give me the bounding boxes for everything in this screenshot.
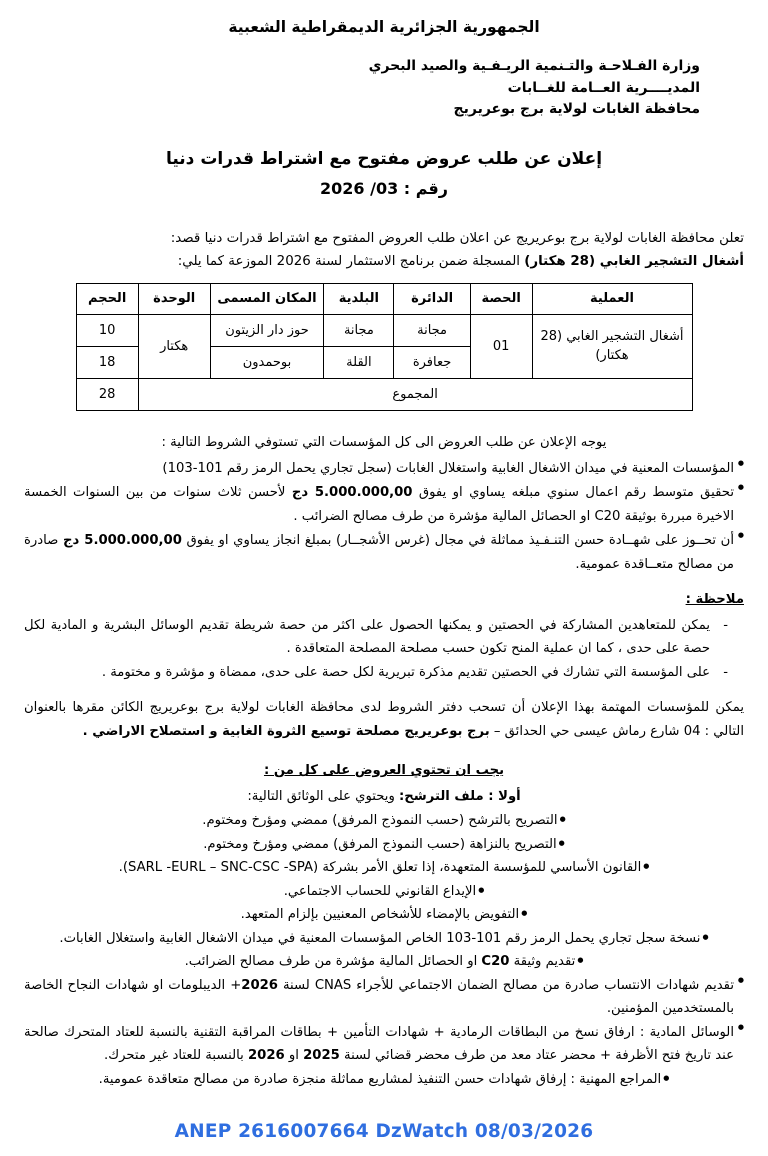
condition-2-part-2: صادرة من مصالح متعــاقدة عمومية. bbox=[24, 533, 734, 572]
operations-table bbox=[76, 283, 693, 411]
offers-item-0-part-0: التصريح بالترشح (حسب النموذج المرفق) ممضي ومؤرخ ومختوم. bbox=[202, 813, 558, 829]
cell-size-1: 10 bbox=[76, 315, 138, 347]
offers-document-item bbox=[24, 856, 744, 880]
cell-place-1: حوز دار الزيتون bbox=[210, 315, 324, 347]
offers-item-7-part-1: CNAS bbox=[314, 977, 352, 993]
republic-heading: الجمهورية الجزائرية الديمقراطية الشعبية bbox=[228, 18, 540, 36]
offers-item-8-part-1: 2025 bbox=[303, 1048, 340, 1064]
announcement-title-block bbox=[24, 147, 744, 201]
intro-line-2-rest: المسجلة ضمن برنامج الاستثمار لسنة 2026 الموزعة كما يلي: bbox=[177, 254, 525, 270]
ministry-block bbox=[24, 56, 744, 121]
th-place: المكان المسمى bbox=[210, 284, 324, 315]
bullet-icon: ● bbox=[663, 1073, 670, 1082]
offers-item-6-part-0: تقديم وثيقة bbox=[509, 954, 576, 970]
withdraw-text: يمكن للمؤسسات المهتمة بهذا الإعلان أن تسحب دفتر الشروط لدى محافظة الغابات لولاية برج بوعريريج الكائن مقرها بالعنوان التالي : 04 شارع رماش عيسى حي الحدائق – bbox=[24, 700, 744, 739]
offers-document-item bbox=[24, 974, 744, 1021]
condition-2-part-1: 5.000.000,00 دج bbox=[62, 533, 182, 549]
table-header-row bbox=[76, 284, 692, 315]
candidacy-file-rest: ويحتوي على الوثائق التالية: bbox=[247, 788, 400, 804]
th-operation: العملية bbox=[532, 284, 692, 315]
offers-item-7-part-0: تقديم شهادات الانتساب صادرة من مصالح الضمان الاجتماعي للأجراء bbox=[351, 977, 735, 993]
cell-daira-1: مجانة bbox=[394, 315, 471, 347]
bullet-icon: ● bbox=[702, 932, 709, 941]
cell-total-value: 28 bbox=[76, 379, 138, 411]
bullet-icon: ● bbox=[521, 909, 528, 918]
table-total-row bbox=[76, 379, 692, 411]
offers-item-7-part-2: لسنة bbox=[277, 977, 315, 993]
th-daira: الدائرة bbox=[394, 284, 471, 315]
document-page bbox=[0, 18, 768, 1156]
condition-2-part-0: أن تحــوز على شهــادة حسن التنـفـيذ مماثلة في مجال (غرس الأشجــار) بمبلغ انجاز يساوي او يفوق bbox=[181, 533, 734, 549]
note-title: ملاحظة : bbox=[685, 592, 744, 608]
bullet-icon: ● bbox=[559, 815, 566, 824]
conditions-section bbox=[24, 431, 744, 576]
offers-item-6-part-1: C20 bbox=[481, 954, 510, 970]
th-commune: البلدية bbox=[324, 284, 394, 315]
bullet-icon: ● bbox=[643, 862, 650, 871]
withdraw-paragraph bbox=[24, 696, 744, 743]
intro-paragraph bbox=[24, 227, 744, 274]
offers-heading: يجب ان تحتوي العروض على كل من : bbox=[263, 763, 505, 779]
candidacy-file-label bbox=[24, 785, 744, 809]
offers-item-1-part-0: التصريح بالنزاهة (حسب النموذج المرفق) ممضي ومؤرخ ومختوم. bbox=[203, 836, 557, 852]
bullet-icon: ● bbox=[558, 838, 565, 847]
offers-item-5-part-0: نسخة سجل تجاري يحمل الرمز رقم 101-103 الخاص المؤسسات المعنية في ميدان الاشغال الغابية واستغلال الغابات. bbox=[59, 930, 701, 946]
ministry-line-3: محافظة الغابات لولاية برج بوعريريج bbox=[453, 101, 700, 118]
table-row bbox=[76, 315, 692, 347]
condition-0-part-0: المؤسسات المعنية في ميدان الاشغال الغابية واستغلال الغابات (سجل تجاري يحمل الرمز رقم 101-103) bbox=[162, 460, 734, 476]
condition-item bbox=[24, 529, 744, 576]
intro-line-1: تعلن محافظة الغابات لولاية برج بوعريريج عن اعلان طلب العروض المفتوح مع اشتراط قدرات دنيا قصد: bbox=[170, 230, 744, 246]
note-item: - يمكن للمتعاهدين المشاركة في الحصتين و يمكنها الحصول على اكثر من حصة شريطة تقديم الوسائل البشرية و المادية لكل حصة على حدى ، كما ان عملية المنح تكون حسب مصلحة المصلحة المتعاقدة . bbox=[24, 614, 744, 661]
offers-document-item bbox=[24, 903, 744, 927]
cell-place-2: بوحمدون bbox=[210, 347, 324, 379]
condition-item bbox=[24, 481, 744, 528]
offers-document-item bbox=[24, 833, 744, 857]
note-section bbox=[24, 588, 744, 684]
offers-document-item bbox=[24, 1068, 744, 1092]
cell-daira-2: جعافرة bbox=[394, 347, 471, 379]
offers-section bbox=[24, 759, 744, 1091]
offers-item-list bbox=[24, 809, 744, 1091]
cell-total-label: المجموع bbox=[138, 379, 692, 411]
cell-operation: أشغال التشجير الغابي (28 هكتار) bbox=[532, 315, 692, 379]
th-lot: الحصة bbox=[470, 284, 532, 315]
offers-document-item bbox=[24, 1021, 744, 1068]
withdraw-address-bold: برج بوعريريج مصلحة توسيع الثروة الغابية و استصلاح الاراضي . bbox=[82, 723, 490, 739]
candidacy-file-bold: أولا : ملف الترشح: bbox=[399, 788, 521, 804]
cell-lot: 01 bbox=[470, 315, 532, 379]
th-size: الحجم bbox=[76, 284, 138, 315]
bullet-icon: ● bbox=[577, 956, 584, 965]
condition-1-part-0: تحقيق متوسط رقم اعمال سنوي مبلغه يساوي او يفوق bbox=[412, 485, 734, 501]
th-unit: الوحدة bbox=[138, 284, 210, 315]
cell-unit: هكتار bbox=[138, 315, 210, 379]
cell-commune-1: مجانة bbox=[324, 315, 394, 347]
condition-1-part-2: لأحسن ثلاث سنوات من بين السنوات الخمسة الاخيرة مبررة بوثيقة C20 او الحصائل المالية مؤشرة من طرف مصالح الضرائب . bbox=[24, 485, 734, 524]
intro-line-2 bbox=[24, 250, 744, 273]
cell-size-2: 18 bbox=[76, 347, 138, 379]
condition-item bbox=[24, 457, 744, 481]
offers-item-7-part-4: + الديبلومات او شهادات النجاح الخاصة بالمستخدمين المؤمنين. bbox=[24, 977, 734, 1017]
offers-item-8-part-4: بالنسبة للعتاد غير متحرك. bbox=[104, 1048, 248, 1064]
offers-item-9-part-0: المراجع المهنية : إرفاق شهادات حسن التنفيذ لمشاريع مماثلة منجزة صادرة من مصالح متعاقدة عمومية. bbox=[98, 1071, 662, 1087]
note-item: - على المؤسسة التي تشارك في الحصتين تقديم مذكرة تبريرية لكل حصة على حدى، ممضاة و مؤشرة و مختومة . bbox=[24, 661, 744, 685]
offers-document-item bbox=[24, 950, 744, 974]
intro-bold-works: أشغال التشجير الغابي (28 هكتار) bbox=[524, 254, 744, 270]
announcement-number: رقم : 03/ 2026 bbox=[320, 178, 448, 198]
offers-item-4-part-0: التفويض بالإمضاء للأشخاص المعنيين بإلزام المتعهد. bbox=[240, 907, 520, 923]
page-title: إعلان عن طلب عروض مفتوح مع اشتراط قدرات دنيا bbox=[165, 149, 603, 170]
cell-commune-2: القلة bbox=[324, 347, 394, 379]
ministry-line-2: المديــــرية العــامة للغــابات bbox=[507, 79, 700, 96]
offers-document-item bbox=[24, 927, 744, 951]
ministry-line-1: وزارة الفـلاحـة والتـنمية الريـفـية والصيد البحري bbox=[368, 58, 700, 74]
bullet-icon: ● bbox=[478, 885, 485, 894]
conditions-heading: يوجه الإعلان عن طلب العروض الى كل المؤسسات التي تستوفي الشروط التالية : bbox=[161, 435, 607, 451]
offers-item-2-part-0: القانون الأساسي للمؤسسة المتعهدة، إذا تعلق الأمر بشركة (SARL -EURL – SNC-CSC -SPA). bbox=[118, 860, 642, 876]
condition-1-part-1: 5.000.000,00 دج bbox=[291, 485, 413, 501]
offers-item-8-part-0: الوسائل المادية : ارفاق نسخ من البطاقات الرمادية + شهادات التأمين + بطاقات المراقبة التقنية بالنسبة للعتاد المتحرك صالحة عند تاريخ فتح الأظرفة + محضر عتاد معد من طرف محضر قضائي لسنة bbox=[24, 1024, 734, 1064]
offers-item-8-part-3: 2026 bbox=[247, 1048, 285, 1064]
offers-document-item bbox=[24, 880, 744, 904]
offers-item-6-part-2: او الحصائل المالية مؤشرة من طرف مصالح الضرائب. bbox=[184, 954, 482, 970]
offers-document-item bbox=[24, 809, 744, 833]
offers-item-7-part-3: 2026 bbox=[241, 977, 278, 993]
offers-item-8-part-2: او bbox=[284, 1048, 304, 1064]
anep-footer: ANEP 2616007664 DzWatch 08/03/2026 bbox=[174, 1121, 594, 1142]
offers-item-3-part-0: الإيداع القانوني للحساب الاجتماعي. bbox=[283, 883, 477, 899]
